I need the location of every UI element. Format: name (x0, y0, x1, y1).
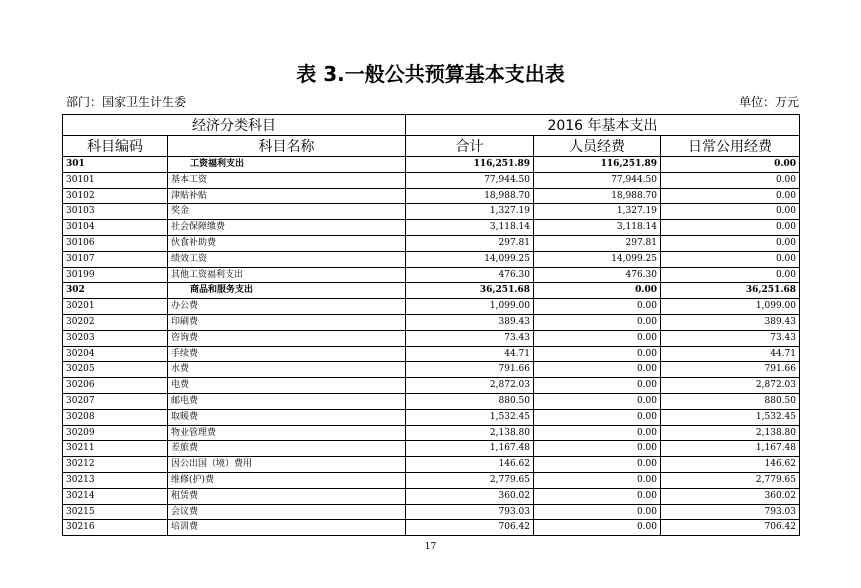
cell-personnel: 0.00 (534, 409, 661, 425)
cell-personnel: 0.00 (534, 330, 661, 346)
cell-code: 30211 (63, 441, 168, 457)
cell-name: 租赁费 (168, 488, 406, 504)
cell-public: 2,779.65 (661, 472, 800, 488)
cell-personnel: 297.81 (534, 235, 661, 251)
cell-name: 培训费 (168, 520, 406, 536)
cell-total: 880.50 (406, 393, 534, 409)
cell-code: 301 (63, 157, 168, 173)
table-row (63, 172, 800, 188)
cell-name: 工资福利支出 (168, 157, 406, 173)
cell-name: 奖金 (168, 204, 406, 220)
cell-code: 30202 (63, 314, 168, 330)
cell-name: 邮电费 (168, 393, 406, 409)
cell-code: 30107 (63, 251, 168, 267)
table-row (63, 204, 800, 220)
table-section-row (63, 157, 800, 173)
cell-public: 0.00 (661, 172, 800, 188)
cell-name: 维修(护)费 (168, 472, 406, 488)
cell-personnel: 0.00 (534, 488, 661, 504)
table-row (63, 267, 800, 283)
table-row (63, 393, 800, 409)
table-group-header-row (63, 115, 800, 136)
cell-code: 30103 (63, 204, 168, 220)
cell-personnel: 116,251.89 (534, 157, 661, 173)
cell-total: 1,167.48 (406, 441, 534, 457)
cell-total: 116,251.89 (406, 157, 534, 173)
cell-personnel: 0.00 (534, 346, 661, 362)
table-row (63, 504, 800, 520)
cell-total: 389.43 (406, 314, 534, 330)
table-row (63, 330, 800, 346)
column-header-public: 日常公用经费 (661, 136, 800, 157)
group-header-2016-expenditure: 2016 年基本支出 (406, 115, 800, 136)
cell-name: 物业管理费 (168, 425, 406, 441)
cell-total: 36,251.68 (406, 283, 534, 299)
cell-name: 绩效工资 (168, 251, 406, 267)
table-row (63, 346, 800, 362)
table-row (63, 441, 800, 457)
column-header-total: 合计 (406, 136, 534, 157)
table-row (63, 188, 800, 204)
cell-code: 30214 (63, 488, 168, 504)
page-title: 表 3.一般公共预算基本支出表 (296, 62, 565, 86)
cell-name: 社会保障缴费 (168, 220, 406, 236)
cell-total: 476.30 (406, 267, 534, 283)
page-number: 17 (424, 542, 437, 552)
cell-public: 0.00 (661, 235, 800, 251)
table-row (63, 425, 800, 441)
cell-public: 0.00 (661, 267, 800, 283)
table-column-header-row (63, 136, 800, 157)
cell-personnel: 18,988.70 (534, 188, 661, 204)
table-row (63, 409, 800, 425)
cell-personnel: 0.00 (534, 472, 661, 488)
cell-code: 30201 (63, 299, 168, 315)
table-row (63, 299, 800, 315)
cell-public: 706.42 (661, 520, 800, 536)
cell-personnel: 0.00 (534, 378, 661, 394)
cell-public: 2,138.80 (661, 425, 800, 441)
cell-public: 389.43 (661, 314, 800, 330)
cell-total: 706.42 (406, 520, 534, 536)
cell-personnel: 0.00 (534, 457, 661, 473)
cell-personnel: 0.00 (534, 314, 661, 330)
cell-name: 差旅费 (168, 441, 406, 457)
cell-public: 0.00 (661, 251, 800, 267)
cell-code: 30209 (63, 425, 168, 441)
cell-total: 297.81 (406, 235, 534, 251)
cell-total: 18,988.70 (406, 188, 534, 204)
column-header-code: 科目编码 (63, 136, 168, 157)
cell-total: 1,532.45 (406, 409, 534, 425)
cell-code: 30101 (63, 172, 168, 188)
cell-code: 30213 (63, 472, 168, 488)
table-row (63, 378, 800, 394)
table-row (63, 220, 800, 236)
cell-code: 30104 (63, 220, 168, 236)
table-row (63, 520, 800, 536)
column-header-personnel: 人员经费 (534, 136, 661, 157)
cell-name: 水费 (168, 362, 406, 378)
cell-public: 2,872.03 (661, 378, 800, 394)
cell-code: 30199 (63, 267, 168, 283)
column-header-name: 科目名称 (168, 136, 406, 157)
cell-code: 30212 (63, 457, 168, 473)
cell-name: 商品和服务支出 (168, 283, 406, 299)
table-row (63, 457, 800, 473)
table-row (63, 472, 800, 488)
cell-public: 791.66 (661, 362, 800, 378)
cell-total: 791.66 (406, 362, 534, 378)
department-label: 部门：国家卫生计生委 (66, 95, 187, 109)
cell-public: 1,099.00 (661, 299, 800, 315)
cell-name: 电费 (168, 378, 406, 394)
cell-personnel: 0.00 (534, 283, 661, 299)
cell-public: 793.03 (661, 504, 800, 520)
cell-code: 30216 (63, 520, 168, 536)
table-row (63, 488, 800, 504)
cell-public: 880.50 (661, 393, 800, 409)
table-row (63, 235, 800, 251)
group-header-economic-class: 经济分类科目 (63, 115, 406, 136)
cell-name: 因公出国（境）费用 (168, 457, 406, 473)
cell-total: 793.03 (406, 504, 534, 520)
cell-name: 其他工资福利支出 (168, 267, 406, 283)
cell-total: 360.02 (406, 488, 534, 504)
cell-code: 30206 (63, 378, 168, 394)
cell-personnel: 0.00 (534, 299, 661, 315)
table-row (63, 314, 800, 330)
cell-total: 14,099.25 (406, 251, 534, 267)
cell-name: 会议费 (168, 504, 406, 520)
cell-personnel: 0.00 (534, 362, 661, 378)
cell-code: 30215 (63, 504, 168, 520)
cell-code: 30102 (63, 188, 168, 204)
table-row (63, 362, 800, 378)
cell-total: 2,872.03 (406, 378, 534, 394)
budget-table (62, 114, 800, 536)
cell-code: 30205 (63, 362, 168, 378)
cell-public: 0.00 (661, 204, 800, 220)
cell-name: 手续费 (168, 346, 406, 362)
cell-total: 2,779.65 (406, 472, 534, 488)
cell-personnel: 476.30 (534, 267, 661, 283)
cell-code: 30204 (63, 346, 168, 362)
cell-public: 0.00 (661, 188, 800, 204)
cell-name: 印刷费 (168, 314, 406, 330)
cell-total: 77,944.50 (406, 172, 534, 188)
cell-public: 360.02 (661, 488, 800, 504)
cell-personnel: 1,327.19 (534, 204, 661, 220)
cell-name: 办公费 (168, 299, 406, 315)
cell-name: 津贴补贴 (168, 188, 406, 204)
cell-public: 0.00 (661, 220, 800, 236)
cell-personnel: 77,944.50 (534, 172, 661, 188)
cell-public: 1,532.45 (661, 409, 800, 425)
cell-public: 36,251.68 (661, 283, 800, 299)
cell-total: 3,118.14 (406, 220, 534, 236)
cell-code: 30106 (63, 235, 168, 251)
cell-code: 302 (63, 283, 168, 299)
cell-public: 73.43 (661, 330, 800, 346)
cell-public: 0.00 (661, 157, 800, 173)
cell-personnel: 14,099.25 (534, 251, 661, 267)
unit-label: 单位：万元 (738, 95, 799, 109)
cell-total: 44.71 (406, 346, 534, 362)
cell-personnel: 0.00 (534, 425, 661, 441)
cell-total: 1,099.00 (406, 299, 534, 315)
cell-public: 44.71 (661, 346, 800, 362)
cell-code: 30207 (63, 393, 168, 409)
cell-total: 2,138.80 (406, 425, 534, 441)
cell-personnel: 0.00 (534, 441, 661, 457)
cell-total: 1,327.19 (406, 204, 534, 220)
cell-personnel: 0.00 (534, 504, 661, 520)
cell-name: 伙食补助费 (168, 235, 406, 251)
cell-total: 73.43 (406, 330, 534, 346)
table-row (63, 251, 800, 267)
table-section-row (63, 283, 800, 299)
cell-code: 30208 (63, 409, 168, 425)
table-body (63, 157, 800, 536)
cell-name: 取暖费 (168, 409, 406, 425)
cell-name: 基本工资 (168, 172, 406, 188)
cell-personnel: 3,118.14 (534, 220, 661, 236)
cell-public: 1,167.48 (661, 441, 800, 457)
cell-public: 146.62 (661, 457, 800, 473)
cell-total: 146.62 (406, 457, 534, 473)
cell-personnel: 0.00 (534, 520, 661, 536)
cell-personnel: 0.00 (534, 393, 661, 409)
cell-code: 30203 (63, 330, 168, 346)
cell-name: 咨询费 (168, 330, 406, 346)
